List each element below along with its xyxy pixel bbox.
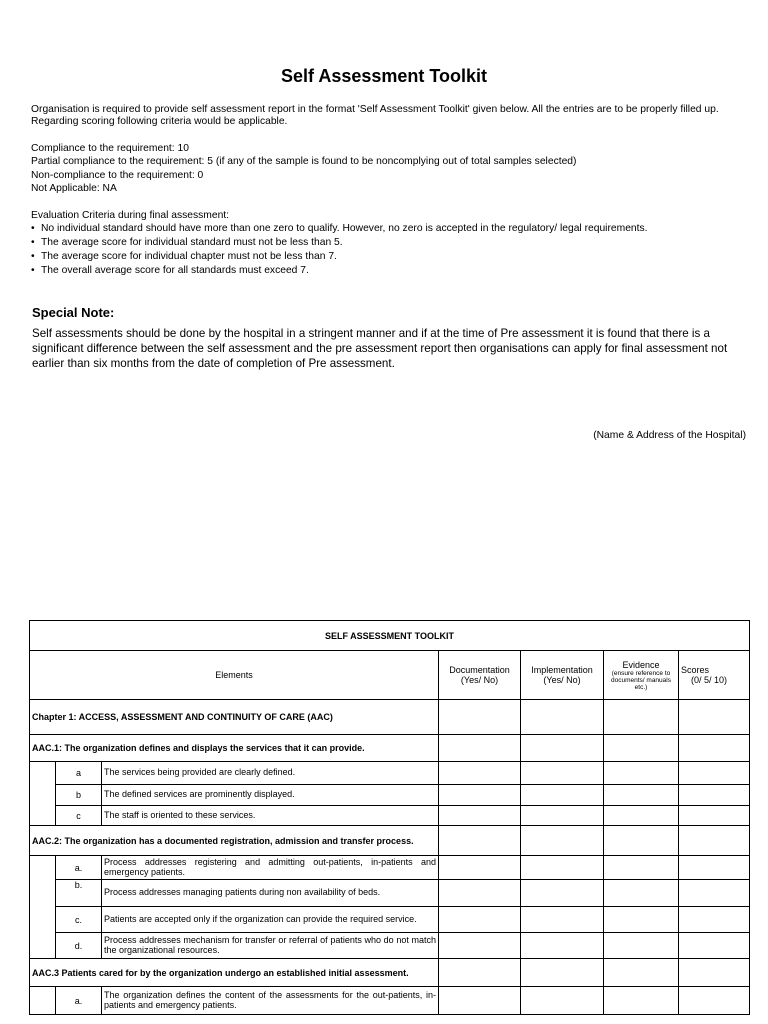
element-letter: c [56, 806, 102, 826]
element-text: The staff is oriented to these services. [102, 806, 439, 826]
impl-cell[interactable] [521, 933, 604, 959]
impl-cell[interactable] [521, 856, 604, 880]
document-title: Self Assessment Toolkit [280, 66, 488, 86]
score-cell[interactable] [679, 987, 750, 1015]
impl-cell[interactable] [521, 907, 604, 933]
element-text: Process addresses registering and admitting out-patients, in-patients and emergency patients. [102, 856, 439, 880]
score-cell[interactable] [679, 959, 750, 987]
toolkit-title: SELF ASSESSMENT TOOLKIT [30, 621, 750, 651]
criteria-list [31, 222, 751, 278]
doc-cell[interactable] [439, 987, 521, 1015]
doc-cell[interactable] [439, 856, 521, 880]
evidence-cell[interactable] [604, 933, 679, 959]
scoring-line: Non-compliance to the requirement: 0 [31, 169, 204, 181]
score-cell[interactable] [679, 700, 750, 735]
scoring-criteria [31, 142, 751, 195]
criteria-item: • The overall average score for all standards must exceed 7. [31, 264, 751, 278]
scoring-line: Not Applicable: NA [31, 182, 117, 194]
evidence-cell[interactable] [604, 907, 679, 933]
element-text: The services being provided are clearly defined. [102, 762, 439, 785]
element-text: The defined services are prominently displayed. [102, 785, 439, 806]
score-cell[interactable] [679, 826, 750, 856]
doc-cell[interactable] [439, 933, 521, 959]
score-cell[interactable] [679, 907, 750, 933]
doc-cell[interactable] [439, 700, 521, 735]
impl-cell[interactable] [521, 959, 604, 987]
score-cell[interactable] [679, 806, 750, 826]
element-text: Process addresses mechanism for transfer or referral of patients who do not match the organizational resources. [102, 933, 439, 959]
evidence-note: (ensure reference to documents/ manuals etc.) [611, 669, 671, 691]
evidence-label: Evidence [622, 659, 660, 670]
doc-cell[interactable] [439, 907, 521, 933]
special-note-heading: Special Note: [32, 305, 115, 320]
standard-title: AAC.3 Patients cared for by the organization undergo an established initial assessment. [30, 959, 439, 987]
evidence-cell[interactable] [604, 856, 679, 880]
evidence-cell[interactable] [604, 785, 679, 806]
element-letter: a [56, 762, 102, 785]
header-scores [679, 651, 750, 700]
doc-cell[interactable] [439, 762, 521, 785]
evidence-cell[interactable] [604, 880, 679, 907]
score-cell[interactable] [679, 762, 750, 785]
doc-cell[interactable] [439, 826, 521, 856]
self-assessment-table [29, 620, 750, 1015]
score-cell[interactable] [679, 880, 750, 907]
score-cell[interactable] [679, 785, 750, 806]
chapter-title: Chapter 1: ACCESS, ASSESSMENT AND CONTINUITY OF CARE (AAC) [30, 700, 439, 735]
header-implementation: Implementation (Yes/ No) [521, 651, 604, 700]
scoring-line: Partial compliance to the requirement: 5 (if any of the sample is found to be noncomplying out of total samples selected) [31, 156, 577, 168]
header-documentation: Documentation (Yes/ No) [439, 651, 521, 700]
impl-cell[interactable] [521, 806, 604, 826]
doc-cell[interactable] [439, 959, 521, 987]
header-evidence [604, 651, 679, 700]
special-note-text: Self assessments should be done by the hospital in a stringent manner and if at the time of Pre assessment it is found that there is a significant difference between the self assessment and the pre assessment report then organisations can apply for final assessment not earlier than six months from the date of completion of Pre assessment. [32, 327, 728, 370]
score-cell[interactable] [679, 933, 750, 959]
evidence-cell[interactable] [604, 735, 679, 762]
element-letter: b [56, 785, 102, 806]
standard-title: AAC.2: The organization has a documented registration, admission and transfer process. [30, 826, 439, 856]
impl-cell[interactable] [521, 700, 604, 735]
evidence-cell[interactable] [604, 959, 679, 987]
evidence-cell[interactable] [604, 987, 679, 1015]
impl-cell[interactable] [521, 785, 604, 806]
impl-cell[interactable] [521, 735, 604, 762]
doc-cell[interactable] [439, 735, 521, 762]
standard-title: AAC.1: The organization defines and displays the services that it can provide. [30, 735, 439, 762]
indent-cell [30, 762, 56, 826]
element-letter: b. [56, 880, 102, 907]
criteria-heading: Evaluation Criteria during final assessment: [31, 210, 230, 221]
element-text: Patients are accepted only if the organization can provide the required service. [102, 907, 439, 933]
element-letter: c. [56, 907, 102, 933]
indent-cell [30, 856, 56, 959]
criteria-item: • The average score for individual standard must not be less than 5. [31, 236, 751, 250]
indent-cell [30, 987, 56, 1015]
evidence-cell[interactable] [604, 826, 679, 856]
intro-paragraph: Organisation is required to provide self assessment report in the format 'Self Assessment Toolkit' given below. All the entries are to be properly filled up. Regarding scoring following criteria would be applicable. [31, 104, 719, 127]
element-letter: a. [56, 856, 102, 880]
hospital-label: (Name & Address of the Hospital) [593, 430, 746, 441]
doc-cell[interactable] [439, 785, 521, 806]
impl-cell[interactable] [521, 987, 604, 1015]
evidence-cell[interactable] [604, 762, 679, 785]
scores-range: (0/ 5/ 10) [691, 675, 728, 685]
element-text: Process addresses managing patients during non availability of beds. [102, 880, 439, 907]
scoring-line: Compliance to the requirement: 10 [31, 143, 189, 154]
doc-cell[interactable] [439, 880, 521, 907]
element-text: The organization defines the content of the assessments for the out-patients, in-patients and emergency patients. [102, 987, 439, 1015]
impl-cell[interactable] [521, 762, 604, 785]
scores-label: Scores [681, 665, 710, 675]
score-cell[interactable] [679, 856, 750, 880]
criteria-item: • No individual standard should have more than one zero to qualify. However, no zero is accepted in the regulatory/ legal requirements. [31, 222, 751, 236]
impl-cell[interactable] [521, 880, 604, 907]
impl-cell[interactable] [521, 826, 604, 856]
doc-cell[interactable] [439, 806, 521, 826]
criteria-item: • The average score for individual chapter must not be less than 7. [31, 250, 751, 264]
evidence-cell[interactable] [604, 806, 679, 826]
element-letter: d. [56, 933, 102, 959]
score-cell[interactable] [679, 735, 750, 762]
header-elements: Elements [30, 651, 439, 700]
element-letter: a. [56, 987, 102, 1015]
evidence-cell[interactable] [604, 700, 679, 735]
evaluation-criteria [31, 210, 751, 278]
